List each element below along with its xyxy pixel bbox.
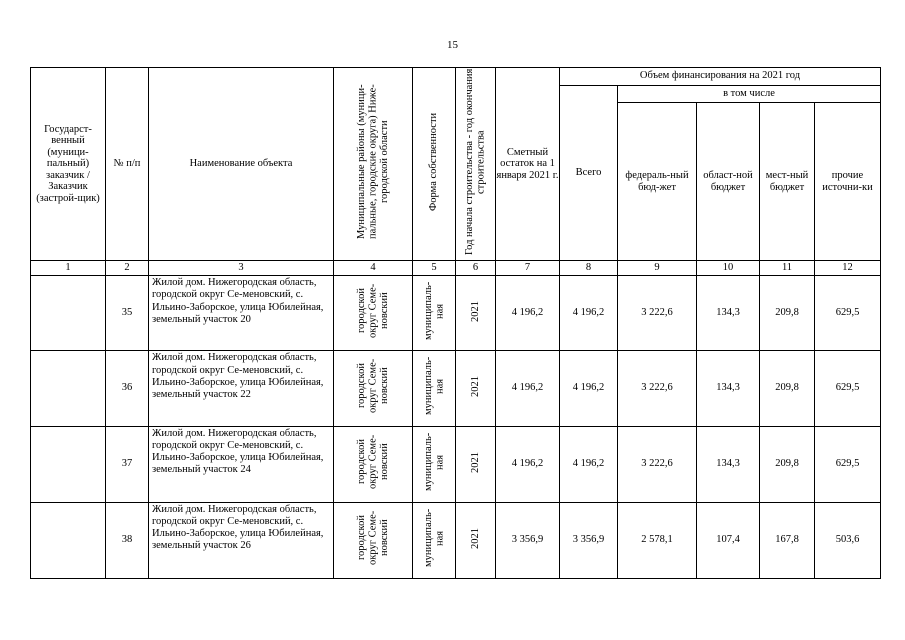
cell-num: 36 <box>106 351 149 426</box>
cell-balance: 4 196,2 <box>496 351 560 426</box>
header-num: № п/п <box>106 68 149 261</box>
cell-regional: 107,4 <box>697 502 760 578</box>
header-local: мест-ный бюджет <box>760 103 815 261</box>
cell-num: 38 <box>106 502 149 578</box>
column-number: 5 <box>413 261 456 276</box>
cell-local: 209,8 <box>760 276 815 351</box>
header-years: Год начала строительства - год окончания строительства <box>456 68 496 261</box>
cell-balance: 3 356,9 <box>496 502 560 578</box>
header-funding-group: Объем финансирования на 2021 год <box>560 68 881 86</box>
column-number: 8 <box>560 261 618 276</box>
column-number: 12 <box>815 261 881 276</box>
column-number: 3 <box>149 261 334 276</box>
column-number: 10 <box>697 261 760 276</box>
header-total: Всего <box>560 86 618 261</box>
cell-other: 629,5 <box>815 426 881 502</box>
cell-object-name: Жилой дом. Нижегородская область, городской округ Се-меновский, с. Ильино-Заборское, улица Юбилейная, земельный участок 26 <box>149 502 334 578</box>
table-row <box>31 502 881 578</box>
table-row <box>31 276 881 351</box>
cell-customer <box>31 426 106 502</box>
cell-customer <box>31 276 106 351</box>
column-numbers-row <box>31 261 881 276</box>
cell-ownership: муниципаль-ная <box>413 502 456 578</box>
cell-municipality: городской округ Семе-новский <box>334 276 413 351</box>
cell-year: 2021 <box>456 276 496 351</box>
header-regional: област-ной бюджет <box>697 103 760 261</box>
cell-object-name: Жилой дом. Нижегородская область, городской округ Се-меновский, с. Ильино-Заборское, улица Юбилейная, земельный участок 24 <box>149 426 334 502</box>
cell-regional: 134,3 <box>697 276 760 351</box>
cell-municipality: городской округ Семе-новский <box>334 502 413 578</box>
cell-object-name: Жилой дом. Нижегородская область, городской округ Се-меновский, с. Ильино-Заборское, улица Юбилейная, земельный участок 22 <box>149 351 334 426</box>
cell-year: 2021 <box>456 426 496 502</box>
cell-federal: 3 222,6 <box>618 351 697 426</box>
column-number: 9 <box>618 261 697 276</box>
cell-total: 3 356,9 <box>560 502 618 578</box>
header-other: прочие источни-ки <box>815 103 881 261</box>
cell-num: 35 <box>106 276 149 351</box>
header-federal: федераль-ный бюд-жет <box>618 103 697 261</box>
cell-municipality: городской округ Семе-новский <box>334 426 413 502</box>
cell-other: 629,5 <box>815 351 881 426</box>
cell-ownership: муниципаль-ная <box>413 276 456 351</box>
page-number: 15 <box>447 39 458 51</box>
cell-object-name: Жилой дом. Нижегородская область, городской округ Се-меновский, с. Ильино-Заборское, улица Юбилейная, земельный участок 20 <box>149 276 334 351</box>
column-number: 6 <box>456 261 496 276</box>
cell-municipality: городской округ Семе-новский <box>334 351 413 426</box>
financing-table <box>30 67 881 579</box>
column-number: 7 <box>496 261 560 276</box>
cell-customer <box>31 351 106 426</box>
cell-num: 37 <box>106 426 149 502</box>
cell-balance: 4 196,2 <box>496 276 560 351</box>
table-row <box>31 426 881 502</box>
table-row <box>31 351 881 426</box>
header-including: в том числе <box>618 86 881 103</box>
cell-federal: 3 222,6 <box>618 276 697 351</box>
column-number: 4 <box>334 261 413 276</box>
cell-regional: 134,3 <box>697 426 760 502</box>
column-number: 11 <box>760 261 815 276</box>
cell-balance: 4 196,2 <box>496 426 560 502</box>
cell-total: 4 196,2 <box>560 351 618 426</box>
cell-total: 4 196,2 <box>560 426 618 502</box>
column-number: 1 <box>31 261 106 276</box>
header-ownership: Форма собственности <box>413 68 456 261</box>
header-customer: Государст-венный (муници-пальный) заказчик / Заказчик (застрой-щик) <box>31 68 106 261</box>
cell-regional: 134,3 <box>697 351 760 426</box>
cell-total: 4 196,2 <box>560 276 618 351</box>
cell-federal: 2 578,1 <box>618 502 697 578</box>
cell-other: 503,6 <box>815 502 881 578</box>
cell-federal: 3 222,6 <box>618 426 697 502</box>
cell-local: 167,8 <box>760 502 815 578</box>
cell-ownership: муниципаль-ная <box>413 351 456 426</box>
cell-customer <box>31 502 106 578</box>
cell-ownership: муниципаль-ная <box>413 426 456 502</box>
header-object-name: Наименование объекта <box>149 68 334 261</box>
cell-year: 2021 <box>456 502 496 578</box>
header-estimated-balance: Сметный остаток на 1 января 2021 г. <box>496 68 560 261</box>
cell-local: 209,8 <box>760 351 815 426</box>
header-municipality: Муниципальные районы (муници-пальные, городские округа) Ниже-городской области <box>334 68 413 261</box>
cell-other: 629,5 <box>815 276 881 351</box>
cell-year: 2021 <box>456 351 496 426</box>
cell-local: 209,8 <box>760 426 815 502</box>
column-number: 2 <box>106 261 149 276</box>
